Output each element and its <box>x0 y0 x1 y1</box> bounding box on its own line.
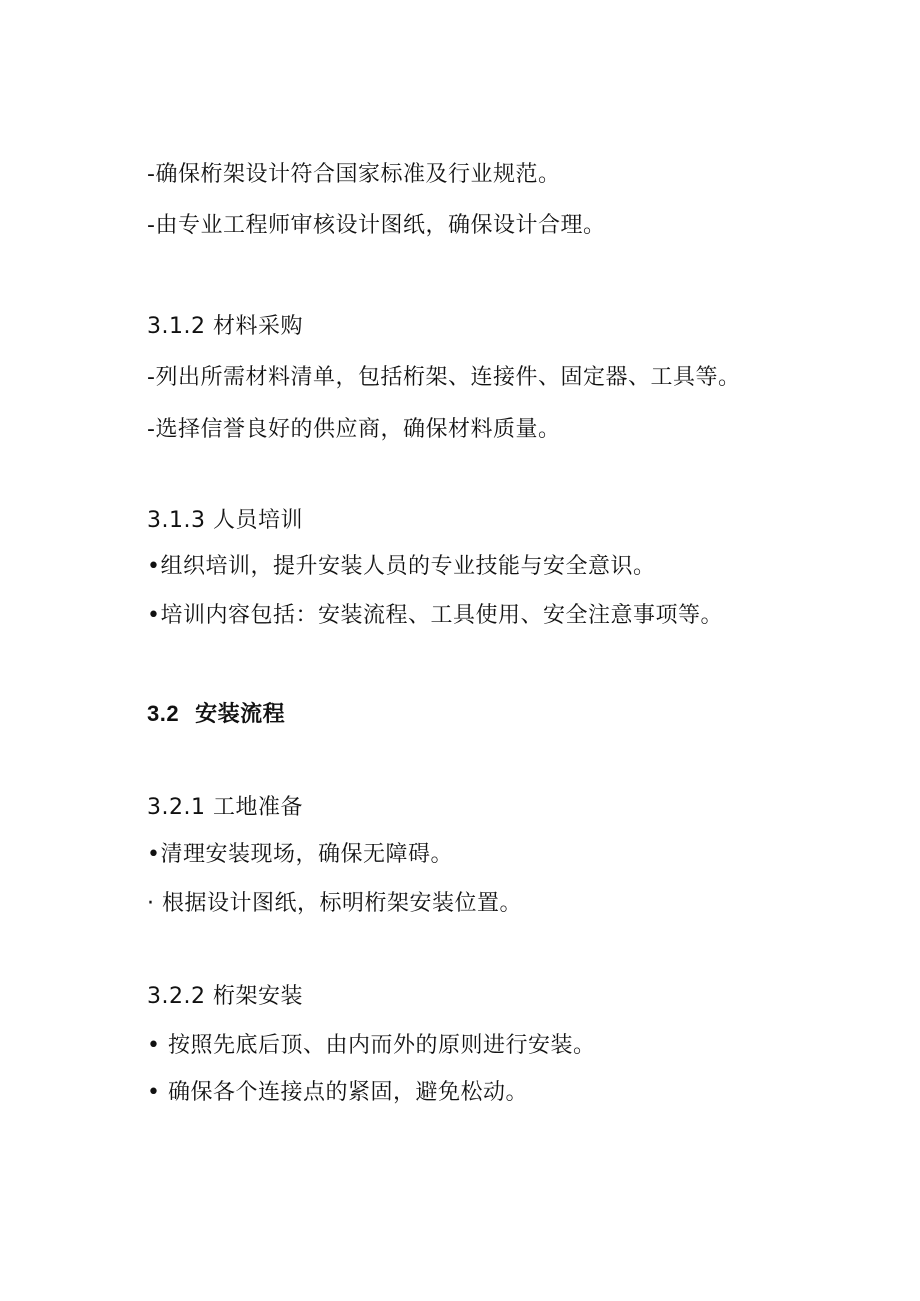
design-review-item-2: -由专业工程师审核设计图纸，确保设计合理。 <box>147 213 606 238</box>
section-3-1-3-heading: 3.1.3 人员培训 <box>147 508 303 533</box>
section-3-2-heading <box>147 699 285 729</box>
install-item-1: • 按照先底后顶、由内而外的原则进行安装。 <box>147 1033 596 1058</box>
section-3-1-2-heading: 3.1.2 材料采购 <box>147 314 303 339</box>
section-3-2-2-heading: 3.2.2 桁架安装 <box>147 984 303 1009</box>
site-item-1: •清理安装现场，确保无障碍。 <box>147 842 453 867</box>
material-item-1: -列出所需材料清单，包括桁架、连接件、固定器、工具等。 <box>147 365 741 390</box>
section-3-2-number: 3.2 <box>147 701 180 726</box>
design-review-item-1: -确保桁架设计符合国家标准及行业规范。 <box>147 162 561 187</box>
section-3-2-1-heading: 3.2.1 工地准备 <box>147 795 303 820</box>
material-item-2: -选择信誉良好的供应商，确保材料质量。 <box>147 417 561 442</box>
section-3-2-title: 安装流程 <box>195 701 286 726</box>
site-item-2: · 根据设计图纸，标明桁架安装位置。 <box>147 891 522 916</box>
training-item-2: •培训内容包括：安装流程、工具使用、安全注意事项等。 <box>147 603 723 628</box>
training-item-1: •组织培训，提升安装人员的专业技能与安全意识。 <box>147 554 656 579</box>
install-item-2: • 确保各个连接点的紧固，避免松动。 <box>147 1080 528 1105</box>
